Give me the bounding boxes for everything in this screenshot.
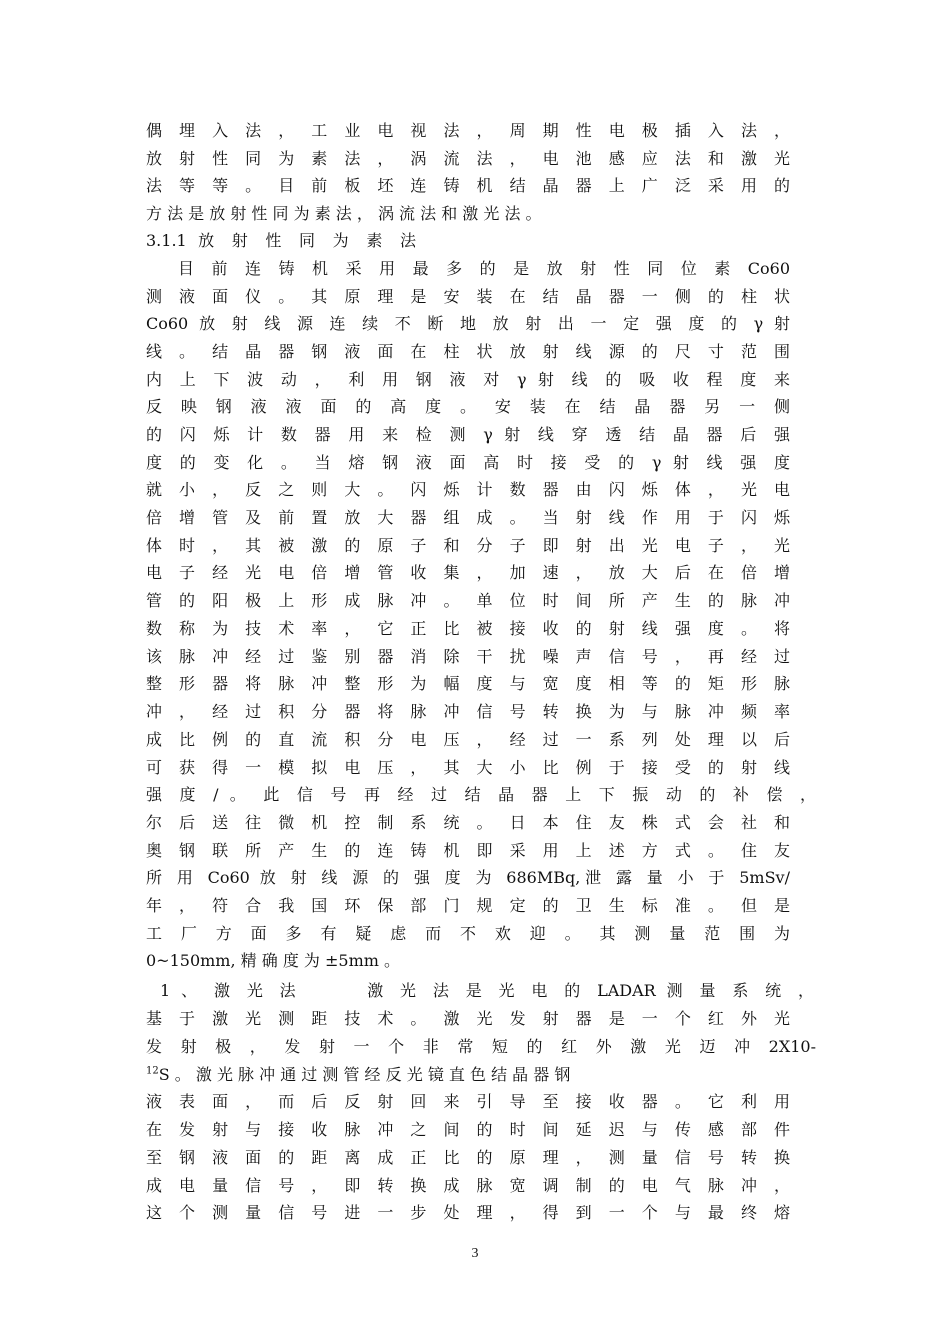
text-line: 数 称 为 技 术 率 ， 它 正 比 被 接 收 的 射 线 强 度 。 将 bbox=[146, 619, 790, 638]
text-line: 反 映 钢 液 液 面 的 高 度 。 安 装 在 结 晶 器 另 一 侧 bbox=[146, 397, 790, 416]
text-line: 在 发 射 与 接 收 脉 冲 之 间 的 时 间 延 迟 与 传 感 部 件 bbox=[146, 1120, 790, 1139]
text-line: 液 表 面 ， 而 后 反 射 回 来 引 导 至 接 收 器 。 它 利 用 bbox=[146, 1092, 790, 1111]
text-line: 所 用 Co60 放 射 线 源 的 强 度 为 686MBq,泄 露 量 小 于 5mSv/ bbox=[146, 868, 790, 887]
text-line: 度 的 变 化 。 当 熔 钢 液 面 高 时 接 受 的 γ 射 线 强 度 bbox=[146, 453, 790, 472]
text-line: 电 子 经 光 电 倍 增 管 收 集 ， 加 速 ， 放 大 后 在 倍 增 bbox=[146, 563, 790, 582]
text-line: 尔 后 送 往 微 机 控 制 系 统 。 日 本 住 友 株 式 会 社 和 bbox=[146, 813, 790, 832]
text-line-rest: S 。 激 光 脉 冲 通 过 测 管 经 反 光 镜 直 色 结 晶 器 钢 bbox=[158, 1065, 571, 1084]
page-number: 3 bbox=[471, 1246, 479, 1261]
text-line: 发 射 极 ， 发 射 一 个 非 常 短 的 红 外 激 光 迈 冲 2X10- bbox=[146, 1037, 816, 1056]
text-line: 至 钢 液 面 的 距 离 成 正 比 的 原 理 ， 测 量 信 号 转 换 bbox=[146, 1148, 790, 1167]
text-line: 年 ， 符 合 我 国 环 保 部 门 规 定 的 卫 生 标 准 。 但 是 bbox=[146, 896, 790, 915]
text-line: 这 个 测 量 信 号 进 一 步 处 理 ， 得 到 一 个 与 最 终 熔 bbox=[146, 1203, 790, 1222]
text-line: 成 比 例 的 直 流 积 分 电 压 ， 经 过 一 系 列 处 理 以 后 bbox=[146, 730, 790, 749]
text-line: 就 小 ， 反 之 则 大 。 闪 烁 计 数 器 由 闪 烁 体 ， 光 电 bbox=[146, 480, 790, 499]
text-line bbox=[146, 1063, 806, 1087]
text-line: 工 厂 方 面 多 有 疑 虑 而 不 欢 迎 。 其 测 量 范 围 为 bbox=[146, 924, 790, 943]
text-line: 基 于 激 光 测 距 技 术 。 激 光 发 射 器 是 一 个 红 外 光 bbox=[146, 1009, 790, 1028]
text-line: 奥 钢 联 所 产 生 的 连 铸 机 即 采 用 上 述 方 式 。 住 友 bbox=[146, 841, 790, 860]
text-line: 该 脉 冲 经 过 鉴 别 器 消 除 干 扰 噪 声 信 号 ， 再 经 过 bbox=[146, 647, 790, 666]
text-line: 1 、 激 光 法 激 光 法 是 光 电 的 LADAR 测 量 系 统 ， bbox=[160, 981, 814, 1000]
text-line: 目 前 连 铸 机 采 用 最 多 的 是 放 射 性 同 位 素 Co60 bbox=[178, 259, 790, 278]
text-line: 冲 ， 经 过 积 分 器 将 脉 冲 信 号 转 换 为 与 脉 冲 频 率 bbox=[146, 702, 790, 721]
text-line: 0~150mm, 精 确 度 为 ±5mm 。 bbox=[146, 951, 401, 970]
text-line: 可 获 得 一 模 拟 电 压 ， 其 大 小 比 例 于 接 受 的 射 线 bbox=[146, 758, 790, 777]
text-line: 成 电 量 信 号 ， 即 转 换 成 脉 宽 调 制 的 电 气 脉 冲 ， bbox=[146, 1176, 790, 1195]
text-line: 的 闪 烁 计 数 器 用 来 检 测 γ 射 线 穿 透 结 晶 器 后 强 bbox=[146, 425, 790, 444]
text-line: 线 。 结 晶 器 钢 液 面 在 柱 状 放 射 线 源 的 尺 寸 范 围 bbox=[146, 342, 790, 361]
text-line: 测 液 面 仪 。 其 原 理 是 安 装 在 结 晶 器 一 侧 的 柱 状 bbox=[146, 287, 790, 306]
text-line: 方 法 是 放 射 性 同 为 素 法 ， 涡 流 法 和 激 光 法 。 bbox=[146, 204, 542, 223]
text-line: 偶 埋 入 法 ， 工 业 电 视 法 ， 周 期 性 电 极 插 入 法 ， bbox=[146, 121, 790, 140]
text-line: 内 上 下 波 动 ， 利 用 钢 液 对 γ 射 线 的 吸 收 程 度 来 bbox=[146, 370, 790, 389]
text-line: Co60 放 射 线 源 连 续 不 断 地 放 射 出 一 定 强 度 的 γ 射 bbox=[146, 314, 790, 333]
text-line: 管 的 阳 极 上 形 成 脉 冲 。 单 位 时 间 所 产 生 的 脉 冲 bbox=[146, 591, 790, 610]
section-heading: 3.1.1 放 射 性 同 为 素 法 bbox=[146, 231, 416, 250]
superscript-exponent: 12 bbox=[146, 1065, 159, 1077]
text-line: 体 时 ， 其 被 激 的 原 子 和 分 子 即 射 出 光 电 子 ， 光 bbox=[146, 536, 790, 555]
text-line: 倍 增 管 及 前 置 放 大 器 组 成 。 当 射 线 作 用 于 闪 烁 bbox=[146, 508, 790, 527]
text-line: 整 形 器 将 脉 冲 整 形 为 幅 度 与 宽 度 相 等 的 矩 形 脉 bbox=[146, 674, 790, 693]
text-line: 法 等 等 。 目 前 板 坯 连 铸 机 结 晶 器 上 广 泛 采 用 的 bbox=[146, 176, 790, 195]
text-line: 强 度 / 。 此 信 号 再 经 过 结 晶 器 上 下 振 动 的 补 偿 ， bbox=[146, 785, 816, 804]
text-line: 放 射 性 同 为 素 法 ， 涡 流 法 ， 电 池 感 应 法 和 激 光 bbox=[146, 149, 790, 168]
